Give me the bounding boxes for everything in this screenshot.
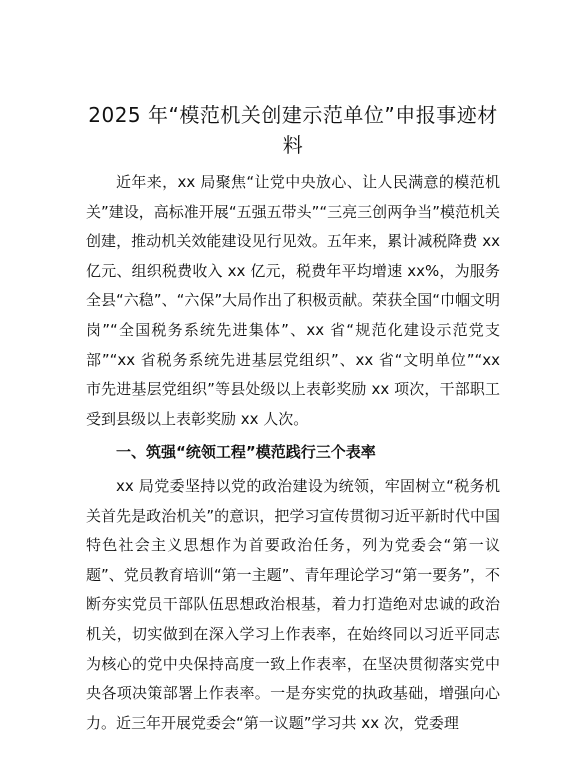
document-title: 2025 年“模范机关创建示范单位”申报事迹材料 [88,103,498,157]
section-1-paragraph: xx 局党委坚持以党的政治建设为统领，牢固树立“税务机关首先是政治机关”的意识，把学习宣传贯彻习近平新时代中国特色社会主义思想作为首要政治任务，列为党委会“第一议题”、党员教育培训“第一主题”、青年理论学习“第一要务”，不断夯实党员干部队伍思想政治根基，着力打造绝对忠诚的政治机关，切实做到在深入学习上作表率，在始终同以习近平同志为核心的党中央保持高度一致上作表率，在坚决贯彻落实党中央各项决策部署上作表率。一是夯实党的执政基础，增强向心力。近三年开展党委会“第一议题”学习共 xx 次，党委理 [86,476,500,732]
section-heading-1: 一、筑强“统领工程”模范践行三个表率 [116,443,376,462]
intro-paragraph: 近年来，xx 局聚焦“让党中央放心、让人民满意的模范机关”建设，高标准开展“五强五带头”“三亮三创两争当”模范机关创建，推动机关效能建设见行见效。五年来，累计减税降费 xx 亿元、组织税费收入 xx 亿元，税费年平均增速 xx%，为服务全县“六稳”、“六保”大局作出了积极贡献。荣获全国“巾帼文明岗”“全国税务系统先进集体”、xx 省“规范化建设示范党支部”“xx 省税务系统先进基层党组织”、xx 省“文明单位”“xx 市先进基层党组织”等县处级以上表彰奖励 xx 项次，干部职工受到县级以上表彰奖励 xx 人次。 [86,173,500,428]
